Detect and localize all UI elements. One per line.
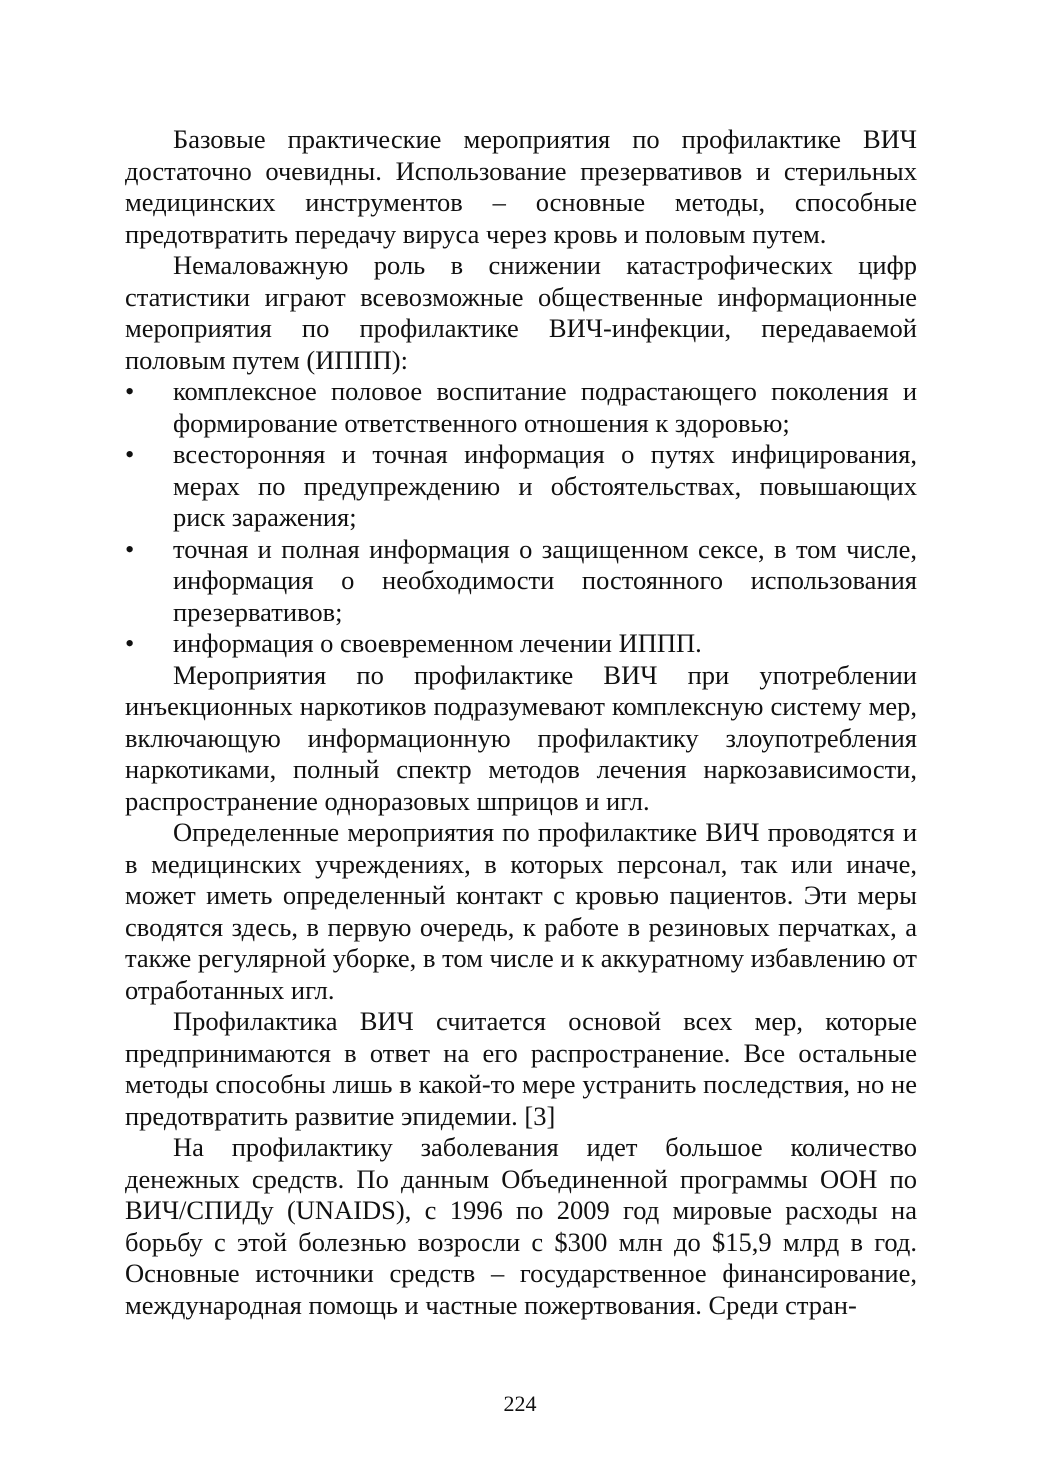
paragraph: Определенные мероприятия по профилактике ВИЧ проводятся и в медицинских учреждениях, в которых персонал, так или иначе, может иметь определенный контакт с кровью пациентов. Эти меры сводятся здесь, в первую очередь, к работе в резиновых перчатках, а также регулярной уборке, в том числе и к аккуратному избавлению от отработанных игл.: [125, 817, 917, 1005]
list-item-text: комплексное половое воспитание подрастающего поколения и формирование ответственного отношения к здоровью;: [173, 376, 917, 438]
list-item-text: информация о своевременном лечении ИППП.: [173, 628, 702, 658]
bullet-icon: •: [125, 376, 135, 406]
list-item-text: точная и полная информация о защищенном сексе, в том числе, информация о необходимости постоянного использования презервативов;: [173, 533, 917, 627]
page-number: 224: [503, 1391, 537, 1416]
list-item: [125, 439, 917, 534]
paragraph: Мероприятия по профилактике ВИЧ при употреблении инъекционных наркотиков подразумевают комплексную систему мер, включающую информационную профилактику злоупотребления наркотиками, полный спектр методов лечения наркозависимости, распространение одноразовых шприцов и игл.: [125, 659, 917, 816]
list-item: [125, 628, 917, 660]
paragraph: Профилактика ВИЧ считается основой всех мер, которые предпринимаются в ответ на его распространение. Все остальные методы способны лишь в какой-то мере устранить последствия, но не предотвратить развитие эпидемии. [3]: [125, 1006, 917, 1131]
list-item: [125, 376, 917, 439]
bullet-icon: •: [125, 628, 135, 658]
paragraph: На профилактику заболевания идет большое количество денежных средств. По данным Объединенной программы ООН по ВИЧ/СПИДу (UNAIDS), с 1996 по 2009 год мировые расходы на борьбу с этой болезнью возросли с $300 млн до $15,9 млрд в год. Основные источники средств – государственное финансирование, международная помощь и частные пожертвования. Среди стран-: [125, 1132, 917, 1320]
paragraph: Базовые практические мероприятия по профилактике ВИЧ достаточно очевидны. Использование презервативов и стерильных медицинских инструментов – основные методы, способные предотвратить передачу вируса через кровь и половым путем.: [125, 124, 917, 249]
list-item: [125, 534, 917, 629]
paragraph: Немаловажную роль в снижении катастрофических цифр статистики играют всевозможные общественные информационные мероприятия по профилактике ВИЧ-инфекции, передаваемой половым путем (ИППП):: [125, 250, 917, 375]
list-item-text: всесторонняя и точная информация о путях инфицирования, мерах по предупреждению и обстоятельствах, повышающих риск заражения;: [173, 439, 917, 532]
bullet-icon: •: [125, 439, 135, 469]
bullet-list: [125, 376, 917, 660]
bullet-icon: •: [125, 533, 135, 564]
document-page: [125, 124, 917, 1321]
